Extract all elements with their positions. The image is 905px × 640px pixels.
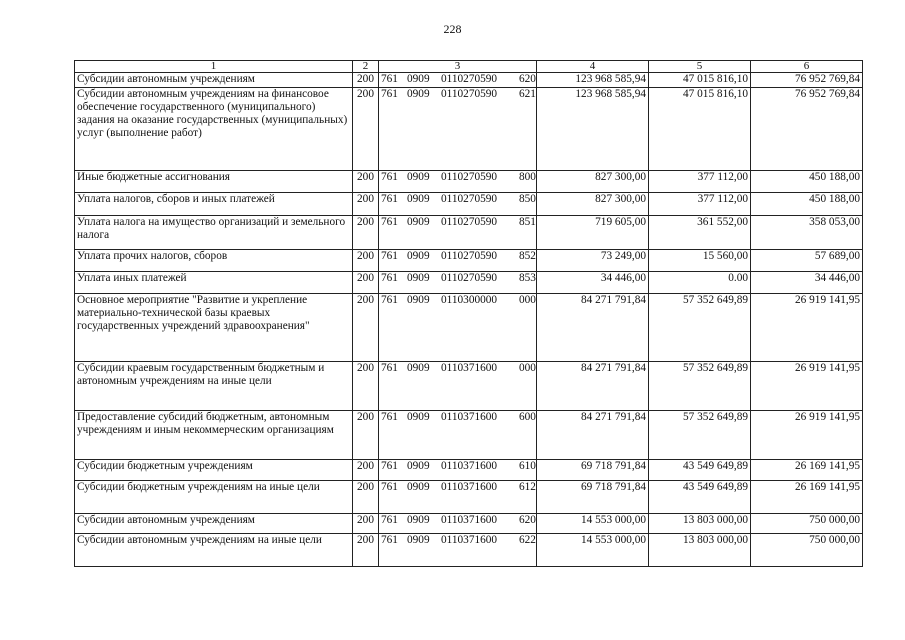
row-ministry-code: 761 (381, 193, 398, 205)
row-value-4: 84 271 791,84 (537, 294, 649, 362)
row-kind-code: 621 (519, 88, 536, 100)
row-value-5: 13 803 000,00 (649, 514, 751, 534)
row-value-5: 361 552,00 (649, 216, 751, 250)
row-article-code: 0110300000 (441, 294, 498, 306)
row-ministry-code: 761 (381, 171, 398, 183)
row-name: Субсидии бюджетным учреждениям на иные цели (75, 481, 353, 514)
row-ministry-code: 761 (381, 514, 398, 526)
row-value-6: 26 169 141,95 (751, 481, 863, 514)
row-name: Субсидии автономным учреждениям на финансовое обеспечение государственного (муниципального) задания на оказание государственных (муниципальных) услуг (выполнение работ) (75, 88, 353, 171)
row-article-code: 0110371600 (441, 481, 498, 493)
row-value-6: 57 689,00 (751, 250, 863, 272)
row-codes (379, 460, 537, 481)
row-value-4: 123 968 585,94 (537, 73, 649, 88)
row-name: Субсидии бюджетным учреждениям (75, 460, 353, 481)
row-codes (379, 73, 537, 88)
row-article-code: 0110270590 (441, 250, 498, 262)
row-value-4: 719 605,00 (537, 216, 649, 250)
row-kind-code: 600 (519, 411, 536, 423)
row-kind-code: 852 (519, 250, 536, 262)
row-value-6: 26 919 141,95 (751, 362, 863, 411)
row-gr: 200 (353, 411, 379, 460)
row-ministry-code: 761 (381, 272, 398, 284)
row-codes (379, 171, 537, 193)
row-kind-code: 000 (519, 294, 536, 306)
row-article-code: 0110270590 (441, 193, 498, 205)
row-value-4: 34 446,00 (537, 272, 649, 294)
row-name: Субсидии краевым государственным бюджетным и автономным учреждениям на иные цели (75, 362, 353, 411)
row-gr: 200 (353, 73, 379, 88)
row-name: Уплата налогов, сборов и иных платежей (75, 193, 353, 216)
row-codes (379, 272, 537, 294)
row-kind-code: 800 (519, 171, 536, 183)
row-value-4: 84 271 791,84 (537, 411, 649, 460)
row-article-code: 0110270590 (441, 88, 498, 100)
row-section-code: 0909 (407, 362, 430, 374)
table-row (75, 88, 863, 171)
row-codes (379, 411, 537, 460)
row-value-5: 47 015 816,10 (649, 88, 751, 171)
row-kind-code: 610 (519, 460, 536, 472)
table-row (75, 193, 863, 216)
row-value-6: 26 919 141,95 (751, 411, 863, 460)
row-value-5: 0.00 (649, 272, 751, 294)
row-name: Предоставление субсидий бюджетным, автономным учреждениям и иным некоммерческим организациям (75, 411, 353, 460)
table-row (75, 514, 863, 534)
row-value-5: 43 549 649,89 (649, 481, 751, 514)
row-article-code: 0110270590 (441, 73, 498, 85)
header-col-3: 3 (379, 61, 537, 73)
row-codes (379, 250, 537, 272)
row-value-4: 14 553 000,00 (537, 534, 649, 567)
row-value-4: 123 968 585,94 (537, 88, 649, 171)
row-kind-code: 853 (519, 272, 536, 284)
row-section-code: 0909 (407, 250, 430, 262)
table-row (75, 460, 863, 481)
row-value-6: 26 169 141,95 (751, 460, 863, 481)
header-col-6: 6 (751, 61, 863, 73)
row-value-5: 57 352 649,89 (649, 411, 751, 460)
row-article-code: 0110371600 (441, 362, 498, 374)
row-name: Уплата прочих налогов, сборов (75, 250, 353, 272)
row-codes (379, 534, 537, 567)
row-gr: 200 (353, 294, 379, 362)
header-col-1: 1 (75, 61, 353, 73)
row-section-code: 0909 (407, 294, 430, 306)
row-section-code: 0909 (407, 411, 430, 423)
table-row (75, 171, 863, 193)
row-value-6: 26 919 141,95 (751, 294, 863, 362)
row-value-6: 750 000,00 (751, 534, 863, 567)
row-gr: 200 (353, 216, 379, 250)
row-section-code: 0909 (407, 460, 430, 472)
row-ministry-code: 761 (381, 294, 398, 306)
row-kind-code: 620 (519, 514, 536, 526)
row-value-5: 57 352 649,89 (649, 362, 751, 411)
row-value-6: 358 053,00 (751, 216, 863, 250)
row-article-code: 0110270590 (441, 272, 498, 284)
row-section-code: 0909 (407, 193, 430, 205)
row-article-code: 0110371600 (441, 460, 498, 472)
row-section-code: 0909 (407, 88, 430, 100)
header-col-5: 5 (649, 61, 751, 73)
row-gr: 200 (353, 171, 379, 193)
row-article-code: 0110371600 (441, 514, 498, 526)
row-gr: 200 (353, 272, 379, 294)
row-ministry-code: 761 (381, 460, 398, 472)
table-row (75, 73, 863, 88)
table-row (75, 411, 863, 460)
row-value-6: 76 952 769,84 (751, 73, 863, 88)
row-kind-code: 622 (519, 534, 536, 546)
row-kind-code: 000 (519, 362, 536, 374)
row-section-code: 0909 (407, 171, 430, 183)
page-number: 228 (443, 22, 462, 36)
row-article-code: 0110270590 (441, 216, 498, 228)
row-name: Уплата налога на имущество организаций и земельного налога (75, 216, 353, 250)
row-section-code: 0909 (407, 481, 430, 493)
table-row (75, 216, 863, 250)
table-row (75, 481, 863, 514)
row-value-5: 57 352 649,89 (649, 294, 751, 362)
row-value-5: 47 015 816,10 (649, 73, 751, 88)
row-article-code: 0110270590 (441, 171, 498, 183)
row-article-code: 0110371600 (441, 411, 498, 423)
row-value-6: 450 188,00 (751, 193, 863, 216)
row-codes (379, 481, 537, 514)
row-value-6: 450 188,00 (751, 171, 863, 193)
row-codes (379, 294, 537, 362)
row-name: Основное мероприятие "Развитие и укрепление материально-технической базы краевых государственных учреждений здравоохранения" (75, 294, 353, 362)
row-name: Субсидии автономным учреждениям (75, 73, 353, 88)
row-value-6: 76 952 769,84 (751, 88, 863, 171)
row-ministry-code: 761 (381, 250, 398, 262)
row-name: Иные бюджетные ассигнования (75, 171, 353, 193)
row-gr: 200 (353, 250, 379, 272)
row-codes (379, 362, 537, 411)
row-kind-code: 612 (519, 481, 536, 493)
row-section-code: 0909 (407, 272, 430, 284)
row-value-4: 73 249,00 (537, 250, 649, 272)
row-name: Уплата иных платежей (75, 272, 353, 294)
row-gr: 200 (353, 460, 379, 481)
row-value-4: 827 300,00 (537, 193, 649, 216)
row-value-4: 84 271 791,84 (537, 362, 649, 411)
row-value-5: 377 112,00 (649, 171, 751, 193)
table-row (75, 250, 863, 272)
row-value-5: 377 112,00 (649, 193, 751, 216)
row-gr: 200 (353, 534, 379, 567)
row-ministry-code: 761 (381, 216, 398, 228)
row-section-code: 0909 (407, 73, 430, 85)
row-value-6: 34 446,00 (751, 272, 863, 294)
table-body (75, 73, 863, 567)
row-name: Субсидии автономным учреждениям на иные цели (75, 534, 353, 567)
row-value-5: 13 803 000,00 (649, 534, 751, 567)
row-ministry-code: 761 (381, 362, 398, 374)
row-ministry-code: 761 (381, 411, 398, 423)
row-gr: 200 (353, 481, 379, 514)
row-kind-code: 851 (519, 216, 536, 228)
row-ministry-code: 761 (381, 481, 398, 493)
table-row (75, 294, 863, 362)
row-article-code: 0110371600 (441, 534, 498, 546)
row-value-6: 750 000,00 (751, 514, 863, 534)
row-kind-code: 620 (519, 73, 536, 85)
table-row (75, 534, 863, 567)
row-section-code: 0909 (407, 514, 430, 526)
row-section-code: 0909 (407, 216, 430, 228)
row-kind-code: 850 (519, 193, 536, 205)
row-codes (379, 88, 537, 171)
table-row (75, 362, 863, 411)
table-row (75, 272, 863, 294)
row-gr: 200 (353, 362, 379, 411)
row-codes (379, 514, 537, 534)
header-col-2: 2 (353, 61, 379, 73)
budget-table (74, 60, 863, 567)
row-ministry-code: 761 (381, 73, 398, 85)
row-value-4: 69 718 791,84 (537, 460, 649, 481)
row-gr: 200 (353, 88, 379, 171)
row-gr: 200 (353, 193, 379, 216)
row-codes (379, 216, 537, 250)
row-name: Субсидии автономным учреждениям (75, 514, 353, 534)
row-gr: 200 (353, 514, 379, 534)
row-value-4: 14 553 000,00 (537, 514, 649, 534)
row-section-code: 0909 (407, 534, 430, 546)
row-ministry-code: 761 (381, 88, 398, 100)
row-codes (379, 193, 537, 216)
row-value-4: 69 718 791,84 (537, 481, 649, 514)
table-header-row (75, 61, 863, 73)
header-col-4: 4 (537, 61, 649, 73)
row-value-5: 43 549 649,89 (649, 460, 751, 481)
row-value-5: 15 560,00 (649, 250, 751, 272)
row-ministry-code: 761 (381, 534, 398, 546)
row-value-4: 827 300,00 (537, 171, 649, 193)
